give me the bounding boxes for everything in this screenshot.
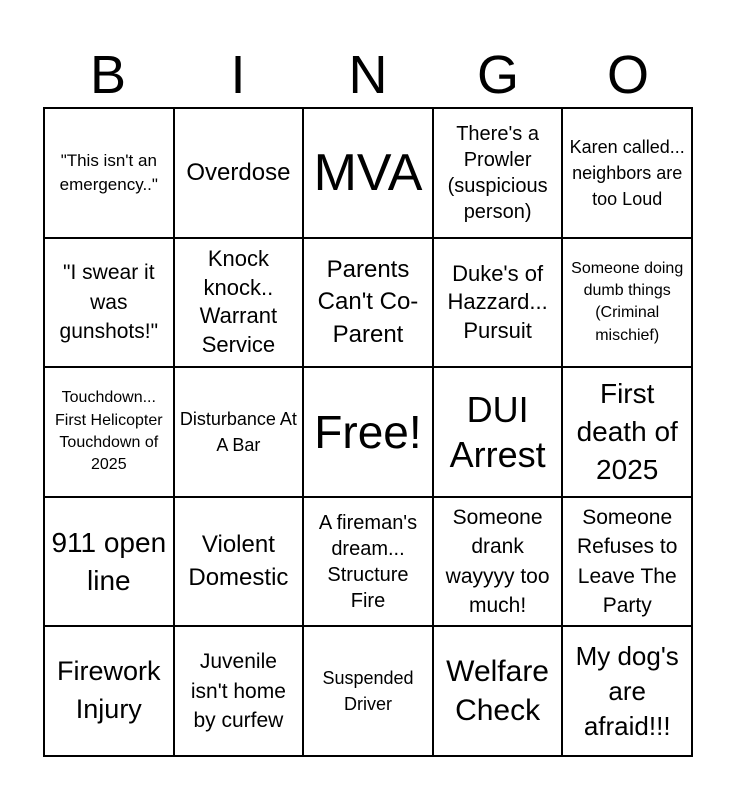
cell-text: Welfare Check: [446, 655, 549, 728]
cell-text: Someone Refuses to Leave The Party: [577, 505, 678, 617]
bingo-cell[interactable]: [562, 497, 692, 627]
bingo-cell[interactable]: [174, 626, 304, 756]
bingo-cell[interactable]: [562, 238, 692, 368]
cell-text: Firework Injury: [57, 656, 161, 725]
cell-text: MVA: [313, 143, 423, 202]
cell-text: DUI Arrest: [449, 388, 546, 475]
header-letter-i: I: [230, 45, 246, 105]
cell-text: Knock knock.. Warrant Service: [199, 246, 278, 357]
cell-text: "I swear it was gunshots!": [59, 261, 159, 344]
bingo-cell[interactable]: [44, 367, 174, 497]
cell-text: Parents Can't Co-Parent: [317, 255, 419, 348]
bingo-cell[interactable]: [303, 108, 433, 238]
bingo-cell[interactable]: [303, 626, 433, 756]
header-letter-n: N: [348, 45, 388, 105]
bingo-cell[interactable]: [433, 367, 563, 497]
cell-text: Juvenile isn't home by curfew: [190, 650, 286, 732]
cell-text: Karen called... neighbors are too Loud: [569, 136, 685, 209]
cell-text: Overdose: [186, 158, 291, 186]
cell-text: Free!: [314, 405, 422, 458]
bingo-cell-free[interactable]: [303, 367, 433, 497]
bingo-cell[interactable]: [174, 238, 304, 368]
bingo-cell[interactable]: [433, 238, 563, 368]
header-letter-o: O: [606, 45, 649, 105]
bingo-cell[interactable]: [562, 626, 692, 756]
cell-text: Violent Domestic: [188, 531, 289, 591]
cell-text: Duke's of Hazzard... Pursuit: [447, 260, 548, 343]
cell-text: "This isn't an emergency..": [59, 151, 158, 194]
bingo-cell[interactable]: [174, 108, 304, 238]
bingo-cell[interactable]: [44, 497, 174, 627]
cell-text: Suspended Driver: [322, 668, 414, 715]
bingo-header: [43, 42, 693, 108]
bingo-cell[interactable]: [44, 238, 174, 368]
bingo-board: [43, 107, 693, 757]
bingo-cell[interactable]: [433, 626, 563, 756]
bingo-cell[interactable]: [44, 626, 174, 756]
cell-text: Someone drank wayyyy too much!: [445, 505, 550, 617]
cell-text: Touchdown... First Helicopter Touchdown of 2025: [55, 389, 163, 474]
cell-text: Disturbance At A Bar: [179, 408, 297, 455]
cell-text: There's a Prowler (suspicious person): [447, 122, 548, 223]
bingo-cell[interactable]: [433, 108, 563, 238]
cell-text: Someone doing dumb things (Criminal mischief): [571, 259, 684, 344]
cell-text: My dog's are afraid!!!: [575, 640, 679, 741]
bingo-cell[interactable]: [433, 497, 563, 627]
bingo-cell[interactable]: [562, 367, 692, 497]
bingo-cell[interactable]: [562, 108, 692, 238]
bingo-cell[interactable]: [303, 238, 433, 368]
header-letter-b: B: [89, 45, 127, 105]
bingo-cell[interactable]: [44, 108, 174, 238]
header-letter-g: G: [476, 45, 519, 105]
cell-text: First death of 2025: [576, 378, 678, 485]
cell-text: A fireman's dream... Structure Fire: [318, 511, 418, 612]
bingo-cell[interactable]: [174, 367, 304, 497]
bingo-cell[interactable]: [174, 497, 304, 627]
cell-text: 911 open line: [51, 526, 167, 596]
bingo-cell[interactable]: [303, 497, 433, 627]
